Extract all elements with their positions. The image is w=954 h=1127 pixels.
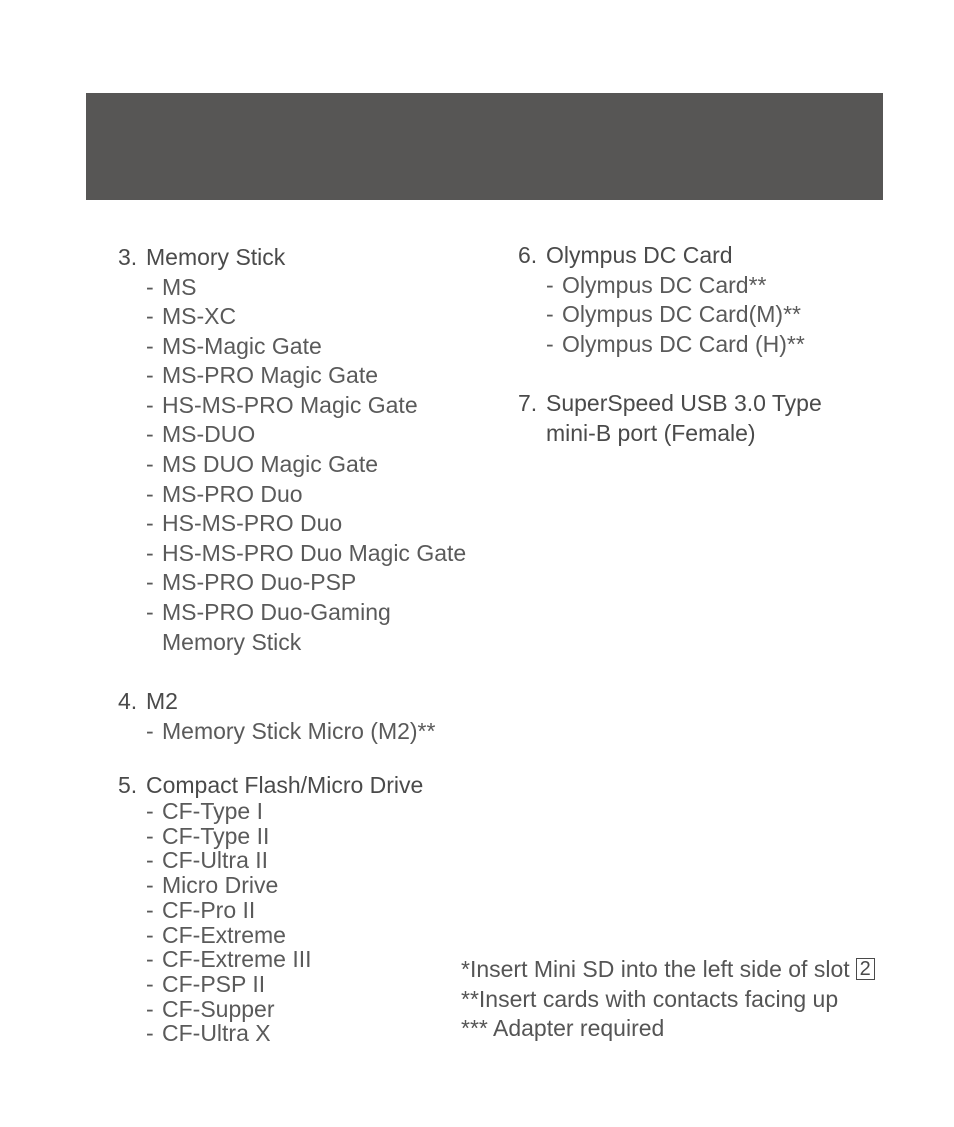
list-item: - MS-PRO Magic Gate <box>146 361 466 391</box>
footnote-mini-sd: *Insert Mini SD into the left side of slot 2 <box>461 955 875 985</box>
footnote-adapter: *** Adapter required <box>461 1015 665 1041</box>
list-item: - Olympus DC Card(M)** <box>546 300 805 330</box>
item-list <box>518 271 805 360</box>
list-item: - MS-PRO Duo-Gaming Memory Stick <box>146 598 466 657</box>
list-item: - CF-Type II <box>146 824 423 849</box>
section-compact-flash <box>118 771 423 1046</box>
section-title: 6. Olympus DC Card <box>518 242 733 268</box>
list-item: - MS DUO Magic Gate <box>146 450 466 480</box>
slot-number-badge: 2 <box>856 958 875 980</box>
list-item: - CF-Ultra X <box>146 1021 423 1046</box>
section-olympus-dc-card <box>518 241 805 359</box>
list-item: - CF-Pro II <box>146 898 423 923</box>
section-usb-port <box>518 389 822 448</box>
item-list <box>118 273 466 658</box>
list-item: - MS-PRO Duo <box>146 480 466 510</box>
footnotes <box>461 955 875 1044</box>
footnote-contacts: **Insert cards with contacts facing up <box>461 985 839 1012</box>
section-title: 5. Compact Flash/Micro Drive <box>118 772 424 798</box>
list-item: - MS-XC <box>146 302 466 332</box>
list-item: - CF-Type I <box>146 799 423 824</box>
section-title: 4. M2 <box>118 688 178 714</box>
list-item: - HS-MS-PRO Duo <box>146 509 466 539</box>
list-item: - CF-Supper <box>146 997 423 1022</box>
list-item: - MS-Magic Gate <box>146 332 466 362</box>
list-item: - CF-PSP II <box>146 972 423 997</box>
list-item: - CF-Ultra II <box>146 848 423 873</box>
list-item: - HS-MS-PRO Duo Magic Gate <box>146 539 466 569</box>
list-item: - Memory Stick Micro (M2)** <box>146 717 435 747</box>
list-item: - CF-Extreme <box>146 923 423 948</box>
header-banner <box>86 93 883 200</box>
section-memory-stick <box>118 243 466 657</box>
section-title: 3. Memory Stick <box>118 244 286 270</box>
list-item: - MS <box>146 273 466 303</box>
list-item: - MS-DUO <box>146 420 466 450</box>
section-m2 <box>118 687 435 746</box>
section-title: 7. SuperSpeed USB 3.0 Type mini-B port (Female) <box>518 390 822 446</box>
list-item: - CF-Extreme III <box>146 947 423 972</box>
list-item: - Micro Drive <box>146 873 423 898</box>
list-item: - MS-PRO Duo-PSP <box>146 568 466 598</box>
list-item: - Olympus DC Card (H)** <box>546 330 805 360</box>
list-item: - HS-MS-PRO Magic Gate <box>146 391 466 421</box>
list-item: - Olympus DC Card** <box>546 271 805 301</box>
item-list <box>118 717 435 747</box>
item-list <box>118 799 423 1046</box>
